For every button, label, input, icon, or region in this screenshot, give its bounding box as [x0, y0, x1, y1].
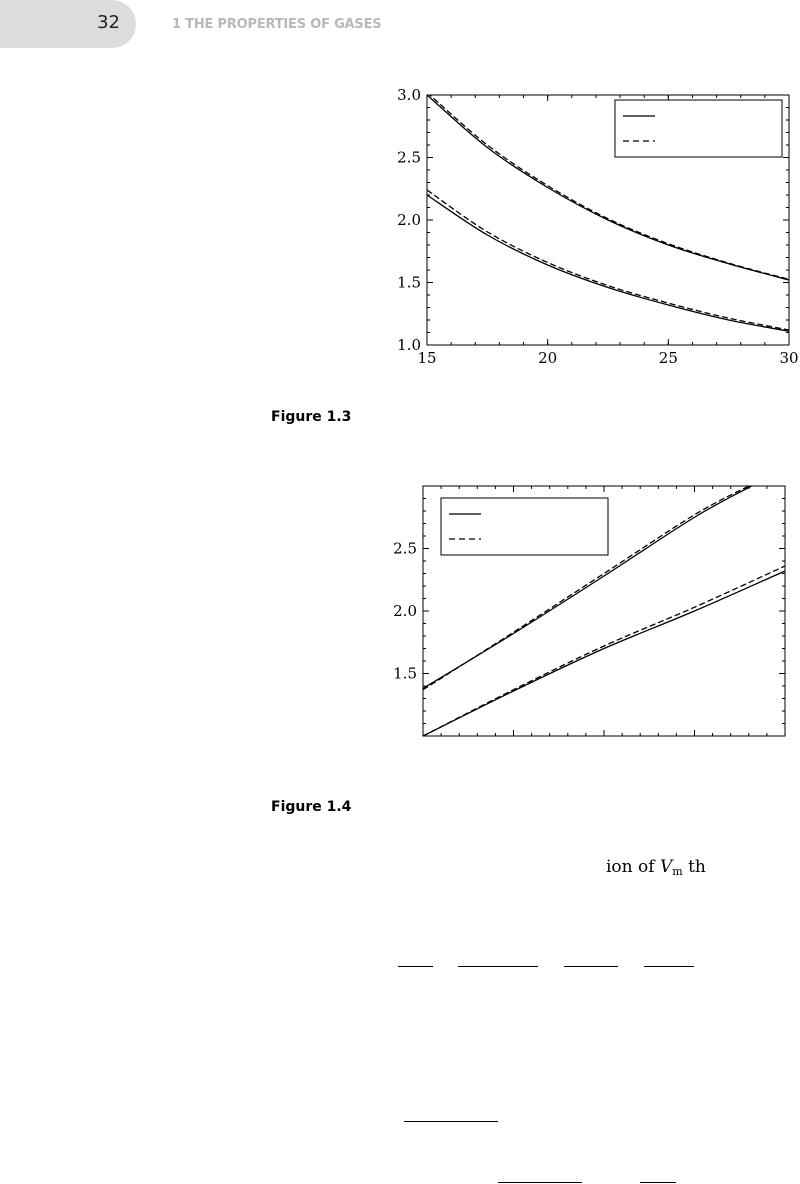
fraction-bar: [640, 1182, 676, 1183]
fraction-bar: [498, 1182, 582, 1183]
body-text-fragment: [606, 857, 706, 878]
fraction-bar: [398, 966, 433, 967]
y-tick-label: 1.5: [397, 273, 421, 292]
variable-v: V: [659, 857, 673, 877]
series-line-solid: [423, 571, 785, 736]
fraction-bar: [458, 966, 538, 967]
x-tick-label: 20: [538, 349, 558, 367]
y-tick-label: 2.0: [397, 211, 421, 229]
text-after: th: [682, 857, 706, 877]
variable-subscript: m: [672, 865, 683, 878]
legend-box: [441, 498, 608, 555]
y-tick-label: 2.5: [397, 148, 421, 167]
y-tick-label: 1.0: [397, 336, 421, 354]
fraction-bar: [564, 966, 618, 967]
y-tick-label: 3.0: [397, 86, 421, 104]
x-tick-label: 15: [417, 349, 437, 367]
y-tick-label: 1.5: [393, 664, 417, 683]
y-tick-label: 2.5: [393, 539, 417, 558]
fraction-bar: [644, 966, 694, 967]
figure-1-4-caption: Figure 1.4: [271, 799, 352, 815]
page-number: 32: [97, 12, 120, 33]
x-tick-label: 25: [658, 349, 678, 367]
x-tick-label: 30: [779, 349, 799, 367]
running-head: 1 THE PROPERTIES OF GASES: [172, 17, 382, 32]
y-tick-label: 2.0: [393, 602, 417, 620]
series-line-dashed: [423, 566, 785, 736]
text-before: ion of: [606, 857, 660, 877]
fraction-bar: [404, 1121, 498, 1122]
figure-1-3-caption: Figure 1.3: [271, 409, 352, 425]
